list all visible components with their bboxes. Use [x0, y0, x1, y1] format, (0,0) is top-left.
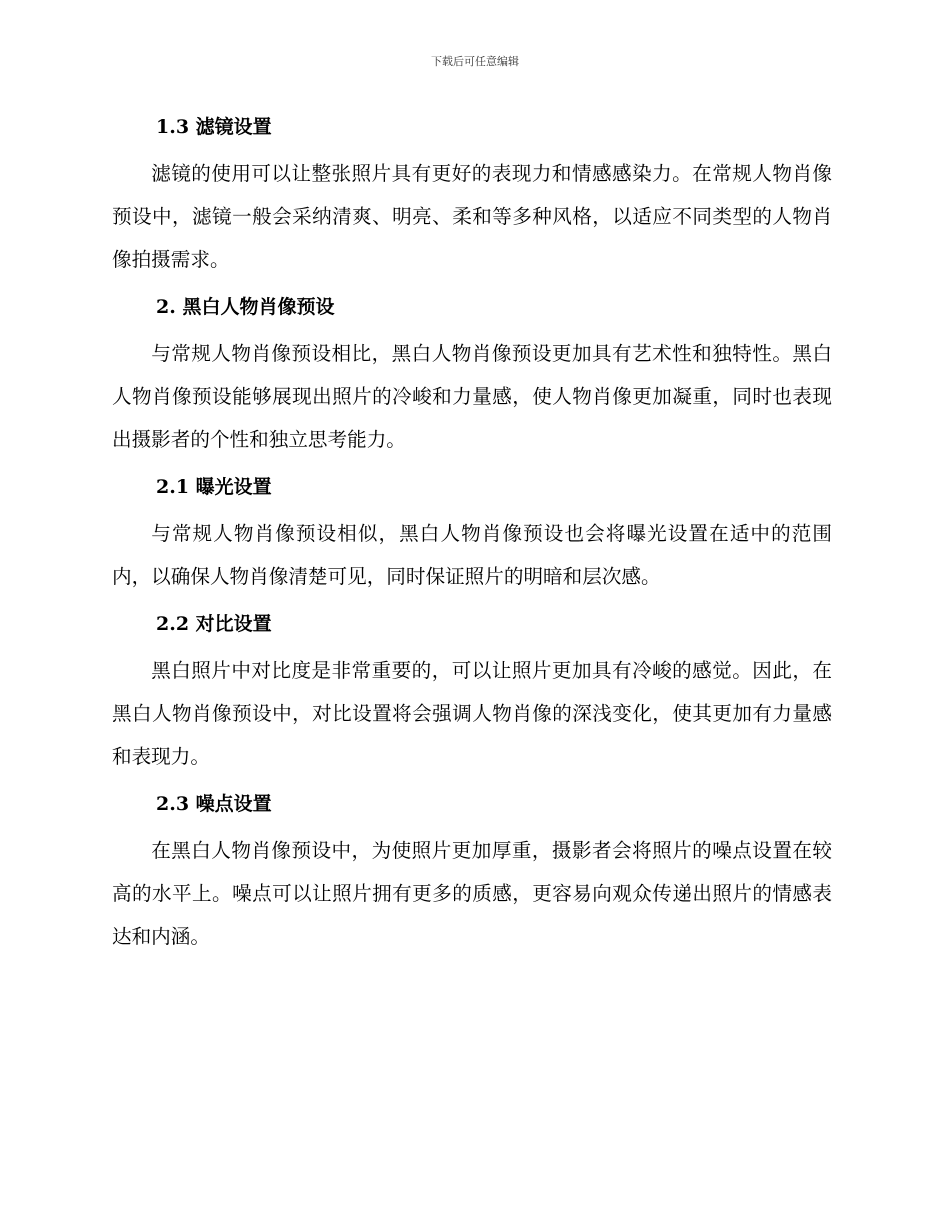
section-paragraph: 在黑白人物肖像预设中，为使照片更加厚重，摄影者会将照片的噪点设置在较高的水平上。噪点可以让照片拥有更多的质感，更容易向观众传递出照片的情感表达和内涵。 [112, 839, 832, 948]
section-paragraph: 滤镜的使用可以让整张照片具有更好的表现力和情感感染力。在常规人物肖像预设中，滤镜一般会采纳清爽、明亮、柔和等多种风格，以适应不同类型的人物肖像拍摄需求。 [112, 162, 832, 271]
document-body [112, 110, 832, 967]
section-paragraph: 与常规人物肖像预设相比，黑白人物肖像预设更加具有艺术性和独特性。黑白人物肖像预设能够展现出照片的冷峻和力量感，使人物肖像更加凝重，同时也表现出摄影者的个性和独立思考能力。 [112, 342, 832, 451]
section-heading: 2.3 噪点设置 [156, 793, 272, 815]
section-heading: 2.2 对比设置 [156, 613, 272, 635]
section-heading: 2.1 曝光设置 [156, 476, 272, 498]
section-heading: 2. 黑白人物肖像预设 [156, 296, 335, 318]
page-header: 下载后可任意编辑 [431, 55, 519, 68]
section-paragraph: 黑白照片中对比度是非常重要的，可以让照片更加具有冷峻的感觉。因此，在黑白人物肖像预设中，对比设置将会强调人物肖像的深浅变化，使其更加有力量感和表现力。 [112, 659, 832, 768]
section-paragraph: 与常规人物肖像预设相似，黑白人物肖像预设也会将曝光设置在适中的范围内，以确保人物肖像清楚可见，同时保证照片的明暗和层次感。 [112, 522, 832, 588]
section-heading: 1.3 滤镜设置 [156, 116, 272, 138]
